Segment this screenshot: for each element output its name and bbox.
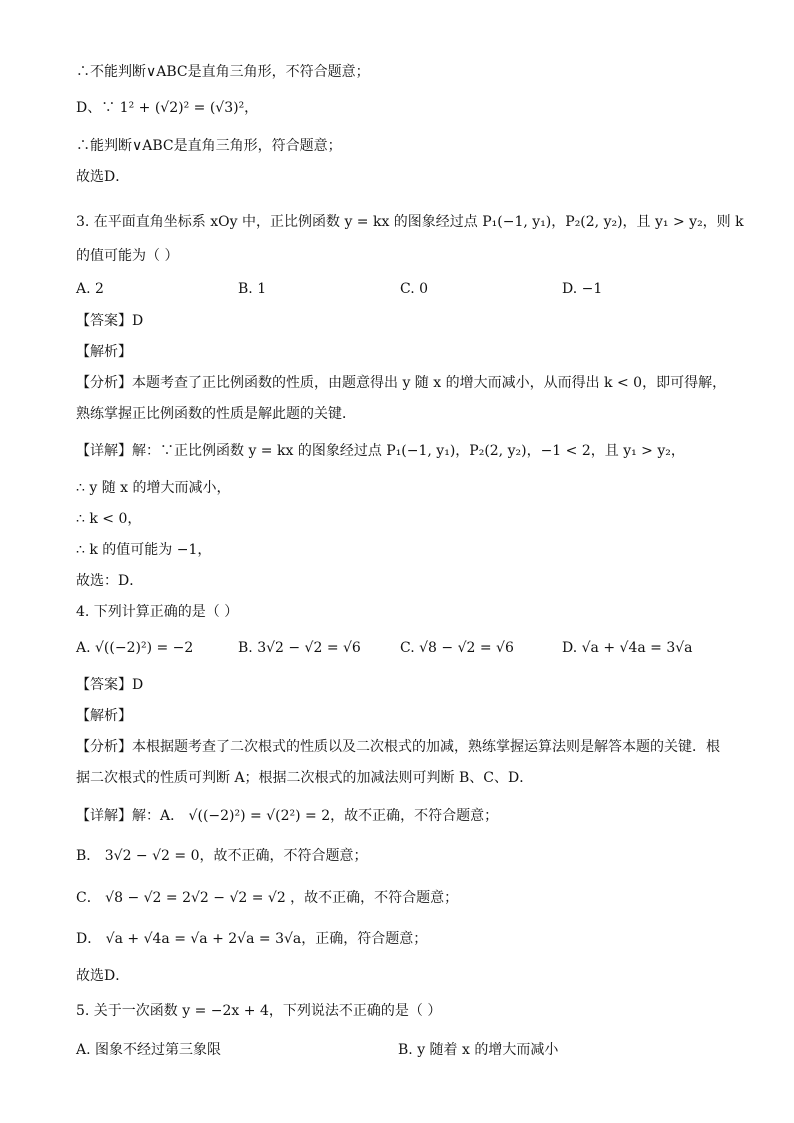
question-5: 5. 关于一次函数 y = −2x + 4，下列说法不正确的是（ ）: [76, 1003, 442, 1019]
q3-step-3: ∴ k 的值可能为 −1，: [76, 542, 212, 558]
q4-analysis-1: 【分析】本根据题考查了二次根式的性质以及二次根式的加减，熟练掌握运算法则是解答本题的关键．根: [76, 739, 720, 755]
q3-conclusion: 故选：D．: [76, 573, 144, 589]
text-line: 故选D．: [76, 169, 130, 185]
q3-answer: 【答案】D: [76, 313, 144, 329]
q4-conclusion: 故选D．: [76, 968, 130, 984]
question-3-cont: 的值可能为（ ）: [76, 248, 179, 264]
q5-option-b: B. y 随着 x 的增大而减小: [398, 1042, 559, 1058]
q4-analysis-tag: 【解析】: [76, 708, 132, 724]
q3-detail: 【详解】解：∵正比例函数 y = kx 的图象经过点 P₁(−1, y₁)，P₂(2, y₂)，−1 < 2，且 y₁ > y₂，: [76, 443, 685, 459]
q3-option-d: D. −1: [562, 281, 603, 297]
q4-answer: 【答案】D: [76, 677, 144, 693]
q5-option-a: A. 图象不经过第三象限: [76, 1042, 222, 1058]
text-line: ∴不能判断∨ABC是直角三角形，不符合题意；: [76, 64, 370, 80]
q4-option-d: D. √a + √4a = 3√a: [562, 640, 693, 656]
q4-detail: 【详解】解：A． √((−2)²) = √(2²) = 2，故不正确，不符合题意；: [76, 808, 499, 824]
q4-step-b: B． 3√2 − √2 = 0，故不正确，不符合题意；: [76, 848, 368, 864]
q3-option-b: B. 1: [238, 281, 267, 297]
q4-option-b: B. 3√2 − √2 = √6: [238, 640, 361, 656]
q4-step-c: C． √8 − √2 = 2√2 − √2 = √2 ，故不正确，不符合题意；: [76, 890, 459, 906]
text-line: D、∵ 1² + (√2)² = (√3)²，: [76, 100, 259, 116]
q3-analysis-1: 【分析】本题考查了正比例函数的性质，由题意得出 y 随 x 的增大而减小，从而得出 k < 0，即可得解，: [76, 375, 727, 391]
q3-step-1: ∴ y 随 x 的增大而减小，: [76, 480, 231, 496]
question-3: 3. 在平面直角坐标系 xOy 中，正比例函数 y = kx 的图象经过点 P₁(−1, y₁)，P₂(2, y₂)，且 y₁ > y₂，则 k: [76, 214, 744, 230]
q4-analysis-2: 据二次根式的性质可判断 A；根据二次根式的加减法则可判断 B、C、D．: [76, 770, 534, 786]
q4-option-a: A. √((−2)²) = −2: [76, 640, 194, 656]
q3-option-a: A. 2: [76, 281, 104, 297]
q4-option-c: C. √8 − √2 = √6: [400, 640, 514, 656]
text-line: ∴能判断∨ABC是直角三角形，符合题意；: [76, 138, 342, 154]
q3-step-2: ∴ k < 0，: [76, 511, 142, 527]
q3-option-c: C. 0: [400, 281, 429, 297]
q4-step-d: D． √a + √4a = √a + 2√a = 3√a，正确，符合题意；: [76, 931, 428, 947]
q3-analysis-tag: 【解析】: [76, 344, 132, 360]
question-4: 4. 下列计算正确的是（ ）: [76, 604, 239, 620]
q3-analysis-2: 熟练掌握正比例函数的性质是解此题的关键．: [76, 406, 356, 422]
